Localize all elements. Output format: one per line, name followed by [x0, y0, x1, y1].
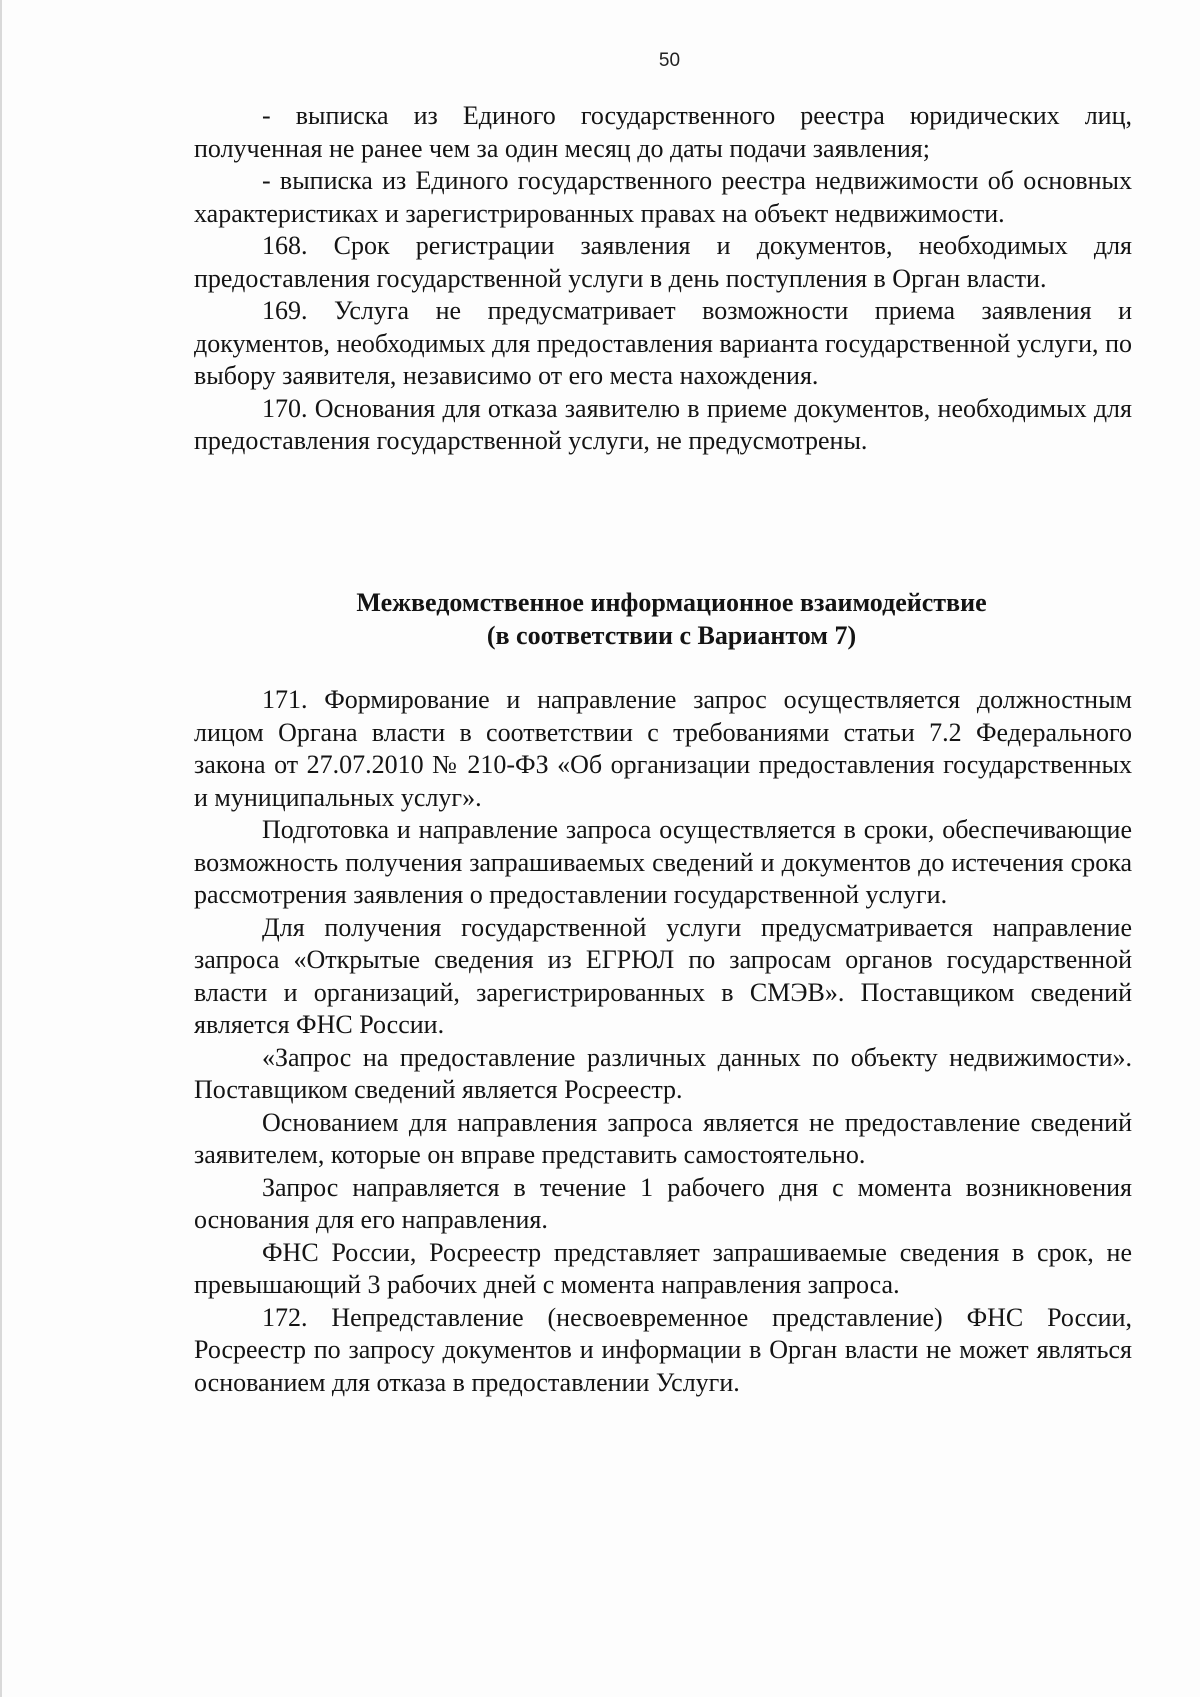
section-interagency-interaction [194, 684, 1132, 1399]
paragraph-rosreestr-request: «Запрос на предоставление различных данных по объекту недвижимости». Поставщиком сведений является Росреестр. [194, 1042, 1132, 1104]
paragraph-response-deadline: ФНС России, Росреестр представляет запрашиваемые сведения в срок, не превышающий 3 рабочих дней с момента направления запроса. [194, 1237, 1132, 1299]
section-heading [194, 586, 1149, 652]
paragraph-request-preparation: Подготовка и направление запроса осуществляется в сроки, обеспечивающие возможность получения запрашиваемых сведений и документов до истечения срока рассмотрения заявления о предоставлении государственной услуги. [194, 815, 1132, 909]
paragraph-request-deadline: Запрос направляется в течение 1 рабочего дня с момента возникновения основания для его направления. [194, 1172, 1132, 1234]
paragraph-172: 172. Непредставление (несвоевременное представление) ФНС России, Росреестр по запросу документов и информации в Орган власти не может являться основанием для отказа в предоставлении Услуги. [194, 1302, 1132, 1397]
heading-line-2: (в соответствии с Вариантом 7) [486, 621, 857, 650]
paragraph-169: 169. Услуга не предусматривает возможности приема заявления и документов, необходимых для предоставления варианта государственной услуги, по выбору заявителя, независимо от его места нахождения. [194, 296, 1132, 390]
paragraph-170: 170. Основания для отказа заявителю в приеме документов, необходимых для предоставления государственной услуги, не предусмотрены. [194, 393, 1132, 455]
paragraph-egrul-request: Для получения государственной услуги предусматривается направление запроса «Открытые сведения из ЕГРЮЛ по запросам органов государственной власти и организаций, зарегистрированных в СМЭВ». Поставщиком сведений является ФНС России. [194, 912, 1132, 1039]
paragraph-request-basis: Основанием для направления запроса является не предоставление сведений заявителем, которые он вправе представить самостоятельно. [194, 1107, 1132, 1169]
paragraph-168: 168. Срок регистрации заявления и документов, необходимых для предоставления государственной услуги в день поступления в Орган власти. [194, 231, 1132, 293]
paragraph-egrn-extract: - выписка из Единого государственного реестра недвижимости об основных характеристиках и зарегистрированных правах на объект недвижимости. [194, 166, 1132, 228]
paragraph-egrul-extract: - выписка из Единого государственного реестра юридических лиц, полученная не ранее чем за один месяц до даты подачи заявления; [194, 101, 1132, 163]
page-number: 50 [658, 50, 681, 71]
heading-line-1: Межведомственное информационное взаимодействие [356, 588, 987, 617]
paragraph-171: 171. Формирование и направление запрос осуществляется должностным лицом Органа власти в соответствии с требованиями статьи 7.2 Федерального закона от 27.07.2010 № 210-ФЗ «Об организации предоставления государственных и муниципальных услуг». [194, 685, 1132, 812]
section-application-requirements [194, 100, 1132, 458]
